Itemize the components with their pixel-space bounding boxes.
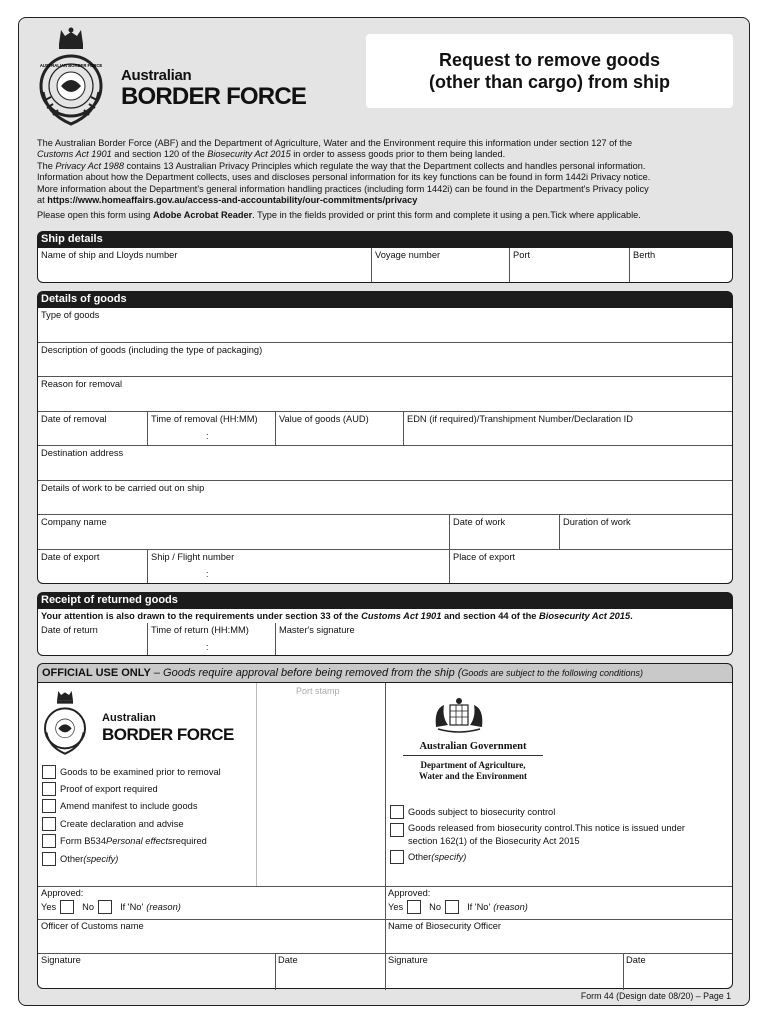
brand-line-2: BORDER FORCE [121,83,307,110]
customs-yes-checkbox[interactable] [60,900,74,914]
checkbox[interactable] [390,850,404,864]
date-of-work-field[interactable]: Date of work [449,515,559,549]
brand-wordmark [121,68,306,109]
company-name-field[interactable]: Company name [41,517,107,527]
ship-name-field[interactable]: Name of ship and Lloyds number [41,250,178,260]
title-line-1: Request to remove goods [438,50,661,70]
section-title: Ship details [37,231,733,248]
returned-goods-section [37,592,733,656]
page-footer: Form 44 (Design date 08/20) – Page 1 [580,991,731,1001]
biosecurity-signature-field[interactable]: Signature [388,955,428,965]
form-title [366,34,733,108]
bio-yes-checkbox[interactable] [407,900,421,914]
duration-of-work-field[interactable]: Duration of work [559,515,732,549]
intro-p2: The Privacy Act 1988 contains 13 Australian Privacy Principles which regulate the way that the Department collects and handles personal information. Information about how the Department collects, uses and discloses personal information for its key functions can be found in form 1442i Privacy notice. More information about the Department's general information handling practices (including form 1442i) can be found in the Department's Privacy policy at https://www.homeaffairs.gov.au/access-and-accountability/our-commitments/privacy [37,160,651,206]
place-of-export-field[interactable]: Place of export [449,550,732,583]
checkbox[interactable] [42,852,56,866]
customs-condition-2: Proof of export required [42,780,221,797]
checkbox[interactable] [390,805,404,819]
section-title: Receipt of returned goods [37,592,733,609]
details-of-goods-section [37,291,733,584]
time-of-return-field[interactable]: Time of return (HH:MM) : [147,623,275,655]
port-stamp-label: Port stamp [296,686,340,696]
customs-condition-3: Amend manifest to include goods [42,798,221,815]
berth-field[interactable]: Berth [629,248,732,282]
biosecurity-approval: Approved: Yes No If 'No' (reason) [388,888,528,912]
bio-no-checkbox[interactable] [445,900,459,914]
customs-no-checkbox[interactable] [98,900,112,914]
abf-crest-small-logo [41,685,89,761]
bio-condition-2: Goods released from biosecurity control.This notice is issued under section 162(1) of the Biosecurity Act 2015 [390,822,685,848]
export-colon: : [206,569,209,579]
description-field[interactable]: Description of goods (including the type of packaging) [41,345,263,355]
biosecurity-officer-name-field[interactable]: Name of Biosecurity Officer [388,921,501,931]
value-of-goods-field[interactable]: Value of goods (AUD) [275,412,403,445]
edn-field[interactable]: EDN (if required)/Transhipment Number/Declaration ID [403,412,732,445]
date-of-export-field[interactable]: Date of export [41,552,100,562]
intro-p3: Please open this form using Adobe Acrobat Reader. Type in the fields provided or print this form and complete it using a pen.Tick where applicable. [37,210,641,221]
checkbox[interactable] [42,782,56,796]
time-of-removal-field[interactable]: Time of removal (HH:MM) : [147,412,275,445]
abf-crest-logo [35,26,107,130]
checkbox[interactable] [42,834,56,848]
bio-condition-1: Goods subject to biosecurity control [390,803,685,820]
coat-of-arms-logo [430,697,488,735]
checkbox[interactable] [390,823,404,837]
customs-date-field[interactable]: Date [278,955,298,965]
checkbox[interactable] [42,799,56,813]
customs-condition-1: Goods to be examined prior to removal [42,763,221,780]
official-use-section [37,663,733,989]
gov-name: Australian Government [403,741,543,756]
customs-condition-4: Create declaration and advise [42,815,221,832]
date-of-return-field[interactable]: Date of return [41,625,98,635]
date-of-removal-field[interactable]: Date of removal [41,414,107,424]
port-field[interactable]: Port [509,248,629,282]
returned-notice: Your attention is also drawn to the requirements under section 33 of the Customs Act 1901 and section 44 of the Biosecurity Act 2015. [41,611,633,621]
title-line-2: (other than cargo) from ship [428,72,670,92]
customs-condition-5: Form B534 Personal effects required [42,833,221,850]
customs-conditions-list [42,763,221,867]
master-signature-field[interactable]: Master's signature [275,623,732,655]
customs-officer-name-field[interactable]: Officer of Customs name [41,921,144,931]
customs-condition-other: Other (specify) [42,850,221,867]
bio-condition-other: Other (specify) [390,848,685,865]
ship-details-section [37,231,733,283]
intro-text [37,138,737,222]
intro-p1: The Australian Border Force (ABF) and the Department of Agriculture, Water and the Environment require this information under section 127 of the Customs Act 1901 and section 120 of the Biosecurity Act 2015 in order to assess goods prior to them being landed. [37,138,633,160]
reason-field[interactable]: Reason for removal [41,379,123,389]
gov-dept-line-1: Department of Agriculture, [420,760,526,770]
voyage-number-field[interactable]: Voyage number [371,248,509,282]
type-of-goods-field[interactable]: Type of goods [41,310,100,320]
brand-line-1: Australian [121,67,192,84]
official-use-header: OFFICIAL USE ONLY – Goods require approval before being removed from the ship (Goods are subject to the following conditions) [37,663,733,682]
svg-text:AUSTRALIAN BORDER FORCE: AUSTRALIAN BORDER FORCE [39,63,103,68]
section-title: Details of goods [37,291,733,308]
customs-signature-field[interactable]: Signature [41,955,81,965]
destination-address-field[interactable]: Destination address [41,448,124,458]
flight-number-field[interactable]: Ship / Flight number : [147,550,449,583]
time-colon: : [206,431,209,441]
work-details-field[interactable]: Details of work to be carried out on ship [41,483,205,493]
biosecurity-date-field[interactable]: Date [626,955,646,965]
biosecurity-conditions-list [390,803,685,866]
return-colon: : [206,642,209,652]
brand-wordmark-small: Australian BORDER FORCE [102,712,234,744]
privacy-policy-link[interactable]: https://www.homeaffairs.gov.au/access-and-accountability/our-commitments/privacy [47,195,418,206]
customs-approval: Approved: Yes No If 'No' (reason) [41,888,181,912]
form-page [18,17,750,1006]
checkbox[interactable] [42,817,56,831]
checkbox[interactable] [42,765,56,779]
gov-dept-line-2: Water and the Environment [419,771,527,781]
